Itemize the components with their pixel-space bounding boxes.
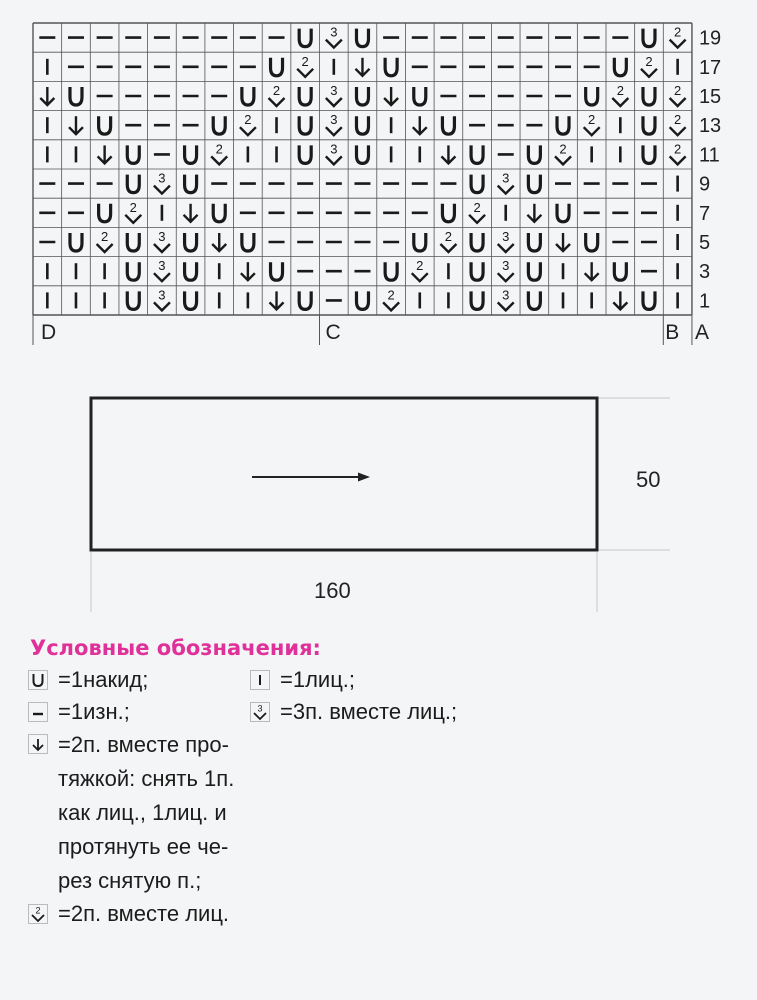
row-number: 15 xyxy=(698,86,722,108)
row-number: 9 xyxy=(698,173,711,196)
stitch-yo xyxy=(557,204,569,222)
svg-text:2: 2 xyxy=(101,229,109,244)
stitch-k2 xyxy=(240,112,256,135)
stitch-k2 xyxy=(412,258,428,281)
row-number: 19 xyxy=(698,27,722,50)
legend-row-4 xyxy=(28,898,728,930)
legend-item-knit xyxy=(250,664,355,696)
stitch-ssk xyxy=(212,233,226,251)
knit-stitch-icon xyxy=(250,670,270,690)
legend-purl-text: =1изн.; xyxy=(58,699,130,724)
row-number: 5 xyxy=(698,232,711,254)
stitch-ssk xyxy=(270,291,284,309)
stitch-yo xyxy=(213,116,225,134)
stitch-k2 xyxy=(584,112,600,135)
legend-item-ssk xyxy=(28,728,234,898)
stitch-yo xyxy=(185,262,197,280)
stitch-k2 xyxy=(269,83,285,106)
schematic xyxy=(91,398,670,612)
stitch-ssk xyxy=(384,87,398,105)
legend-row-2 xyxy=(28,696,728,728)
svg-text:2: 2 xyxy=(674,24,682,40)
stitch-k3 xyxy=(326,25,342,48)
three-together-icon xyxy=(250,702,270,722)
stitch-ssk xyxy=(241,262,255,280)
stitch-yo xyxy=(414,233,426,251)
stitch-ssk xyxy=(585,262,599,280)
yarn-over-icon xyxy=(28,670,48,690)
stitch-yo xyxy=(414,87,426,105)
stitch-yo xyxy=(643,291,655,309)
stitch-yo xyxy=(70,233,82,251)
stitch-k3 xyxy=(498,287,514,310)
stitch-k2 xyxy=(297,54,313,77)
stitch-yo xyxy=(299,145,311,163)
stitch-yo xyxy=(185,175,197,193)
legend-row-3 xyxy=(28,728,728,898)
stitch-yo xyxy=(586,233,598,251)
stitch-yo xyxy=(185,145,197,163)
stitch-yo xyxy=(356,145,368,163)
svg-text:2: 2 xyxy=(215,141,223,157)
svg-text:3: 3 xyxy=(158,258,166,274)
stitch-ssk xyxy=(184,204,198,222)
stitch-yo xyxy=(299,116,311,134)
stitch-yo xyxy=(385,58,397,76)
svg-text:3: 3 xyxy=(257,703,263,714)
stitch-yo xyxy=(385,262,397,280)
stitch-k2 xyxy=(440,229,456,252)
svg-text:2: 2 xyxy=(559,141,567,157)
svg-text:2: 2 xyxy=(674,83,682,98)
stitch-yo xyxy=(70,87,82,105)
stitch-yo xyxy=(99,116,111,134)
svg-text:3: 3 xyxy=(502,287,510,303)
stitch-yo xyxy=(471,233,483,251)
stitch-yo xyxy=(471,145,483,163)
section-label: C xyxy=(325,321,341,344)
stitch-yo xyxy=(127,291,139,309)
svg-text:2: 2 xyxy=(674,141,682,157)
stitch-yo xyxy=(528,145,540,163)
svg-text:2: 2 xyxy=(444,229,453,244)
stitch-yo xyxy=(643,87,655,105)
stitch-yo xyxy=(471,175,483,193)
legend-k2tog-text: =2п. вместе лиц. xyxy=(58,901,230,926)
stitch-yo xyxy=(643,116,655,134)
row-number: 17 xyxy=(698,56,722,79)
stitch-ssk xyxy=(40,87,54,105)
stitch-yo xyxy=(185,291,197,309)
stitch-yo xyxy=(127,145,139,163)
legend-row-1 xyxy=(28,664,728,696)
section-label: B xyxy=(665,321,680,344)
stitch-k2 xyxy=(125,200,141,223)
legend-knit-text: =1лиц.; xyxy=(280,667,356,692)
svg-text:3: 3 xyxy=(330,141,338,157)
stitch-yo xyxy=(442,116,454,134)
stitch-k2 xyxy=(469,200,485,223)
stitch-k3 xyxy=(498,171,514,194)
stitch-k3 xyxy=(326,112,342,135)
stitch-yo xyxy=(643,29,655,47)
stitch-ssk xyxy=(556,233,570,251)
stitch-k3 xyxy=(154,171,170,194)
stitch-k2 xyxy=(670,25,686,48)
stitch-k2 xyxy=(383,287,399,310)
stitch-k2 xyxy=(670,83,686,106)
legend-title: Условные обозначения: xyxy=(30,636,321,660)
section-labels xyxy=(33,315,709,345)
direction-arrow-head xyxy=(358,473,370,482)
stitch-yo xyxy=(127,233,139,251)
svg-text:3: 3 xyxy=(158,170,166,186)
stitch-ssk xyxy=(98,145,112,163)
svg-text:2: 2 xyxy=(588,112,596,128)
stitch-k2 xyxy=(612,83,628,106)
stitch-yo xyxy=(528,233,540,251)
stitch-yo xyxy=(614,58,626,76)
svg-text:3: 3 xyxy=(502,229,510,244)
svg-text:2: 2 xyxy=(674,112,682,128)
svg-text:2: 2 xyxy=(387,287,395,303)
row-number: 1 xyxy=(698,290,711,313)
stitch-yo xyxy=(557,116,569,134)
stitch-ssk xyxy=(355,58,369,76)
legend-item-k2tog xyxy=(28,898,229,930)
stitch-k3 xyxy=(154,287,170,310)
stitch-yo xyxy=(185,233,197,251)
svg-text:2: 2 xyxy=(272,83,281,98)
svg-text:3: 3 xyxy=(502,258,510,274)
stitch-yo xyxy=(586,87,598,105)
row-numbers xyxy=(699,28,721,313)
stitch-yo xyxy=(442,204,454,222)
stitch-yo xyxy=(271,262,283,280)
svg-text:3: 3 xyxy=(158,287,166,303)
stitch-yo xyxy=(299,87,311,105)
stitch-k3 xyxy=(498,258,514,281)
stitch-k2 xyxy=(555,141,571,164)
stitch-k3 xyxy=(326,83,342,106)
section-label: D xyxy=(41,321,57,344)
legend-ssk-text: =2п. вместе про- тяжкой: снять 1п. как лиц., 1лиц. и протянуть ее че- рез снятую п.; xyxy=(58,732,235,893)
stitch-k3 xyxy=(154,229,170,252)
stitch-k2 xyxy=(670,141,686,164)
stitch-yo xyxy=(127,262,139,280)
row-number: 7 xyxy=(698,202,711,225)
stitch-yo xyxy=(271,58,283,76)
stitch-yo xyxy=(528,262,540,280)
stitch-yo xyxy=(299,29,311,47)
row-number: 11 xyxy=(698,144,720,167)
stitch-ssk xyxy=(441,145,455,163)
stitch-k3 xyxy=(326,141,342,164)
row-number: 3 xyxy=(698,261,711,284)
stitch-yo xyxy=(471,291,483,309)
svg-text:3: 3 xyxy=(330,24,338,40)
svg-text:2: 2 xyxy=(616,83,624,98)
legend-item-purl xyxy=(28,696,250,728)
section-label: A xyxy=(694,321,709,344)
legend-k3tog-text: =3п. вместе лиц.; xyxy=(280,699,458,724)
svg-text:2: 2 xyxy=(645,53,653,69)
row-number: 13 xyxy=(698,115,722,138)
stitch-yo xyxy=(356,29,368,47)
stitch-yo xyxy=(643,145,655,163)
stitch-yo xyxy=(356,291,368,309)
stitch-yo xyxy=(356,116,368,134)
stitch-yo xyxy=(242,233,254,251)
stitch-yo xyxy=(242,87,254,105)
svg-text:2: 2 xyxy=(35,905,41,916)
purl-stitch-icon xyxy=(28,702,48,722)
stitch-yo xyxy=(528,175,540,193)
stitch-ssk xyxy=(69,116,83,134)
svg-text:2: 2 xyxy=(244,112,252,128)
legend xyxy=(28,636,728,930)
stitch-yo xyxy=(528,291,540,309)
height-dimension: 50 xyxy=(636,467,661,492)
stitch-ssk xyxy=(527,204,541,222)
stitch-yo xyxy=(356,87,368,105)
two-together-icon xyxy=(28,904,48,924)
svg-text:2: 2 xyxy=(301,53,309,69)
chart-symbols xyxy=(39,25,685,311)
stitch-k2 xyxy=(211,141,227,164)
svg-text:2: 2 xyxy=(473,199,481,215)
legend-item-k3tog xyxy=(250,696,457,728)
stitch-yo xyxy=(299,291,311,309)
stitch-yo xyxy=(471,262,483,280)
svg-text:3: 3 xyxy=(158,229,166,244)
svg-text:3: 3 xyxy=(502,170,510,186)
svg-text:3: 3 xyxy=(330,83,338,98)
width-dimension: 160 xyxy=(314,578,351,603)
stitch-k3 xyxy=(498,229,514,252)
stitch-k3 xyxy=(154,258,170,281)
stitch-k2 xyxy=(670,112,686,135)
stitch-ssk xyxy=(613,291,627,309)
stitch-yo xyxy=(127,175,139,193)
stitch-k2 xyxy=(97,229,113,252)
stitch-yo xyxy=(614,262,626,280)
svg-text:2: 2 xyxy=(416,258,424,274)
legend-yarn-over-text: =1накид; xyxy=(58,667,149,692)
legend-item-yarn-over xyxy=(28,664,250,696)
down-arrow-icon xyxy=(28,734,48,754)
stitch-k2 xyxy=(641,54,657,77)
svg-text:2: 2 xyxy=(129,199,137,215)
stitch-ssk xyxy=(413,116,427,134)
stitch-yo xyxy=(213,204,225,222)
stitch-yo xyxy=(99,204,111,222)
piece-outline xyxy=(91,398,597,550)
svg-text:3: 3 xyxy=(330,112,338,128)
